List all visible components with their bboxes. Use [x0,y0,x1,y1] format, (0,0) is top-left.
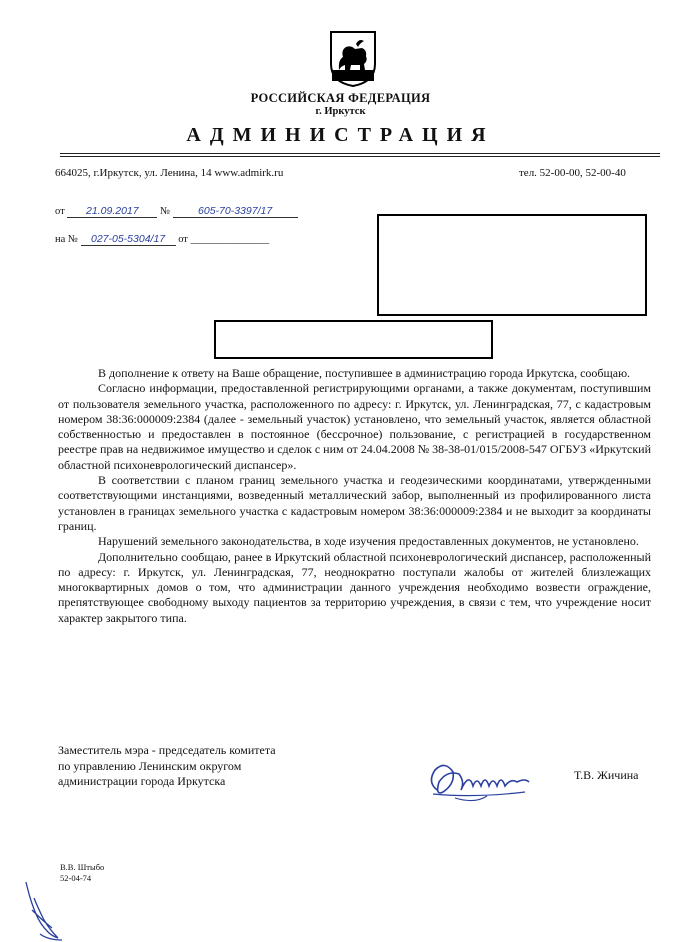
redacted-recipient-block [377,214,647,316]
outgoing-number: 605-70-3397/17 [173,205,298,218]
organization-address: 664025, г.Иркутск, ул. Ленина, 14 www.admirk.ru [55,167,284,179]
redacted-name-block [214,320,493,359]
executor-name: В.В. Штыбо [60,862,105,872]
position-line-1: Заместитель мэра - председатель комитета [58,743,276,757]
reply-from-label: от [178,234,188,245]
signatory-position [58,743,276,790]
from-label: от [55,206,65,217]
coat-of-arms-emblem [329,30,377,88]
header-divider-bottom [60,156,660,157]
reply-date: _______________ [190,234,270,245]
letter-body [58,366,651,626]
reply-number: 027-05-5304/17 [81,233,176,246]
header-divider-top [60,153,660,154]
paragraph-violations: Нарушений земельного законодательства, в ходе изучения предоставленных документов, не установлено. [98,534,639,549]
country-name: РОССИЙСКАЯ ФЕДЕРАЦИЯ [250,91,431,105]
incoming-reference [55,233,269,246]
outgoing-reference [55,205,298,218]
paragraph-complaints: Дополнительно сообщаю, ранее в Иркутский областной психоневрологический диспансер, расположенный по адресу: г. Иркутск, ул. Ленинградская, 77, неоднократно поступали жалобы от жителей близлежащих многоквартирных домов о том, что администрации данного учреждения необходимо возвести ограждение, препятствующее свободному выходу пациентов за территорию учреждения, в связи с тем, что учреждение носит характер закрытого типа. [58,549,651,625]
paragraph-intro: В дополнение к ответу на Ваше обращение, поступившее в администрацию города Иркутска, сообщаю. [98,366,631,380]
paragraph-fence: В соответствии с планом границ земельного участка и геодезическими координатами, утвержденными соответствующими инстанциями, возведенный металлический забор, выполненный из профилированного листа установлен в границах земельного участка с кадастровым номером 38:36:000009:2384 и не выходит за координаты границ. [58,473,651,533]
organization-phone: тел. 52-00-00, 52-00-40 [519,167,626,179]
city-name: г. Иркутск [315,106,366,117]
outgoing-date: 21.09.2017 [67,205,157,218]
signatory-name: Т.В. Жичина [574,768,639,782]
reply-number-label: на № [55,234,78,245]
organization-title: АДМИНИСТРАЦИЯ [186,124,495,146]
handwritten-signature [425,752,540,807]
executor-phone: 52-04-74 [60,872,92,883]
paragraph-registration: Согласно информации, предоставленной регистрирующими органами, а также документам, поступившим от пользователя земельного участка, расположенного по адресу: г. Иркутск, ул. Ленинградская, 77, с кадастровым номером 38:36:000009:2384 (далее - земельный участок) установлено, что земельный участок, является областной собственностью и предоставлен в постоянное (бессрочное) пользование, с регистрацией в государственном реестре прав на недвижимое имущество и сделок с ним от 24.04.2008 № 38-38-01/015/2008-547 ОГБУЗ «Иркутский областной психоневрологический диспансер». [58,381,651,472]
number-label: № [159,206,170,217]
position-line-2: по управлению Ленинским округом [58,758,242,773]
position-line-3: администрации города Иркутска [58,774,226,788]
handwritten-mark [22,880,67,942]
